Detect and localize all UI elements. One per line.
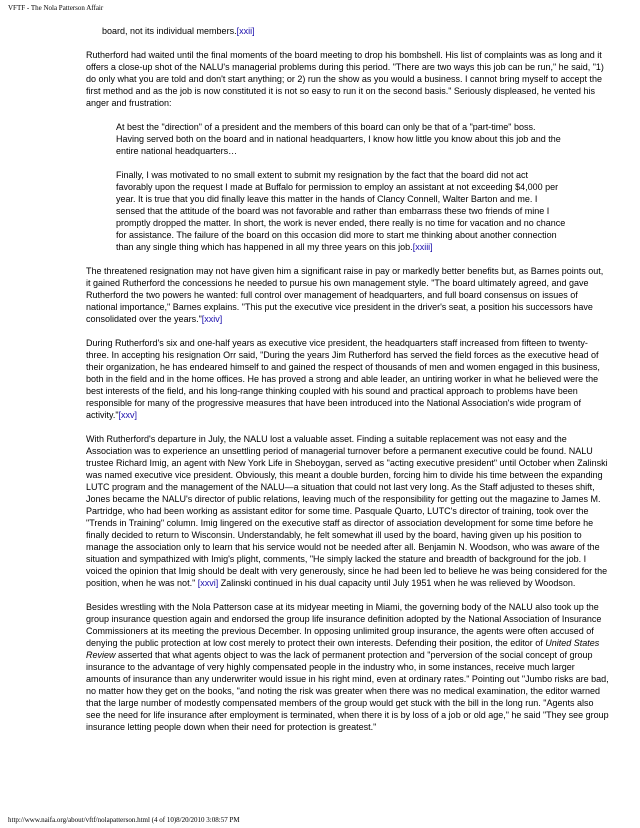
browser-print-header: VFTF - The Nola Patterson Affair: [8, 4, 104, 12]
quote-paragraph-part-time-boss: At best the "direction" of a president and the members of this board can only be that of a "part-time" boss. Having served both on the board and in national headquarters, I know how little you know about this job and the entire national headquarters…: [116, 122, 561, 156]
paragraph-rutherford-departure: With Rutherford's departure in July, the NALU lost a valuable asset. Finding a suitable replacement was not easy and the Association was to experience an unsettling period of managerial turnover before a permanent executive could be found. NALU trustee Richard Imig, an agent with New York Life in Sheboygan, served as "acting executive president" until October when Zalinski was named executive vice president. Obviously, this meant a double burden, forcing him to divide his time between the expanding LUTC program and the management of the NALU—a situation that could not last very long. As the Staff adjusted to theses shift, Jones became the NALU's director of public relations, leaving much of the responsibility for getting out the magazine to James M. Partridge, who had been working as assistant editor for some time. Pasquale Quarto, LUTC's director of training, took over the "Trends in Training" column. Imig lingered on the executive staff as director of association development for some time before he finally decided to return to Wisconsin. Understandably, he felt somewhat ill used by the board, having given up his position to manage the association only to learn that his service would not be needed after all. Benjamin N. Woodson, who was aware of the situation and sympathized with Imig's plight, comments, "He simply lacked the stature and breadth of background for the job. I voiced the opinion that Imig should be dealt with very generously, since he had been led to believe he was being considered for the position, when he was not." [xxvi] Zalinski continued in his dual capacity until July 1951 when he was relieved by Woodson.: [86, 434, 608, 588]
paragraph-continuation: [102, 25, 610, 37]
footnote-link-xxiv[interactable]: [xxiv]: [201, 314, 223, 324]
footnote-link-xxv[interactable]: [xxv]: [118, 410, 138, 420]
article-body: [86, 25, 610, 745]
publication-title: United States Review: [86, 638, 600, 660]
block-quote: [116, 121, 566, 253]
paragraph-headquarters-staff: During Rutherford's six and one-half years as executive vice president, the headquarters staff increased from fifteen to twenty-three. In accepting his resignation Orr said, "During the years Jim Rutherford has served the field forces as the executive head of their organization, he has endeared himself to and gained the respect of thousands of men and women engaged in this business, both in the field and in the home offices. He has proved a strong and able leader, an untiring worker in what he believed were the best interests of the field, and his long-range thinking coupled with his sound and practical approach to problems have been responsible for many of the progressive measures that have been introduced into the National Association's wide program of activity."[xxv]: [86, 338, 600, 420]
paragraph-threatened-resignation: The threatened resignation may not have given him a significant raise in pay or markedly better benefits but, as Barnes points out, it gained Rutherford the concessions he needed to pursue his own management style. "The board ultimately agreed, and gave Rutherford the two powers he wanted: full control over management of headquarters, and full board consensus on issues of national importance," Barnes explains. "This put the executive vice president in the driver's seat, a position his successors have consolidated over the years."[xxiv]: [86, 266, 604, 324]
footnote-link-xxvi[interactable]: [xxvi]: [197, 578, 219, 588]
quote-paragraph-resignation-motive: Finally, I was motivated to no small extent to submit my resignation by the fact that the board did not act favorably upon the request I made at Buffalo for permission to employ an assistant at not exceeding $4,000 per year. It is true that you did finally leave this matter in the hands of Clancy Connell, Walter Barton and me. I sensed that the attitude of the board was not favorable and rather than embarrass these two friends of mine I promptly dropped the matter. In short, the work is never ended, there really is no time for vacation and no chance for assistance. The failure of the board on this occasion did more to start me thinking about another connection than any single thing which has happened in all my three years on this job.[xxiii]: [116, 170, 566, 252]
paragraph-rutherford-bombshell: Rutherford had waited until the final moments of the board meeting to drop his bombshell. His list of complaints was as long and it offers a close-up shot of the NALU's managerial problems during this period. "There are two ways this job can be run," he said, "1) do only what you are told and don't start anything; or 2) run the show as you would a business. I cannot bring myself to accept the first method and as the job is now constituted it is not so easy to run it on the second basis." Seriously displeased, he vented his anger and frustration:: [86, 50, 604, 108]
footnote-link-xxiii[interactable]: [xxiii]: [412, 242, 433, 252]
browser-print-footer: http://www.naifa.org/about/vftf/nolapatterson.html (4 of 10)8/20/2010 3:08:57 PM: [8, 816, 240, 824]
paragraph-text: board, not its individual members.: [102, 26, 237, 36]
footnote-link-xxii[interactable]: [xxii]: [236, 26, 255, 36]
paragraph-group-insurance: Besides wrestling with the Nola Patterson case at its midyear meeting in Miami, the governing body of the NALU also took up the group insurance question again and endorsed the group life insurance definition adopted by the National Association of Insurance Commissioners at its meeting the previous December. In opposing unlimited group insurance, the agents were often accused of denying the public protection at low cost merely to protect their own interests. Defending their position, the editor of United States Review asserted that what agents object to was the lack of permanent protection and "perversion of the social concept of group insurance to the advantage of very highly compensated people in the industry who, in some instances, receive much larger amounts of insurance than any underwriter would issue in his right mind, even at ordinary rates." Pointing out "Jumbo risks are bad, no matter how they get on the books, "and noting the risk was greater when there was no medical examination, the editor warned that the large number of modestly compensated members of the group would get stuck with the bill in the long run. "Agents also see the need for life insurance after employment is terminated, when there it is by loss of a job or old age," he said "They see group insurance letting people down when their need for protection is greatest.": [86, 602, 609, 732]
